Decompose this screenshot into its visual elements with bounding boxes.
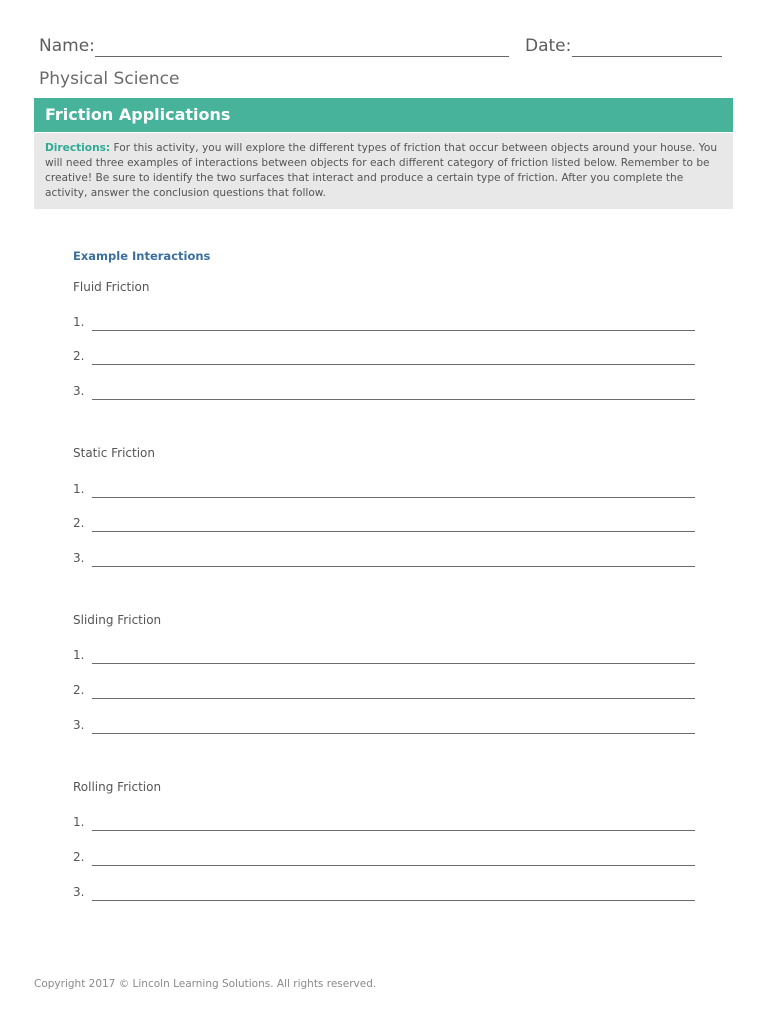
- name-field-line[interactable]: [95, 56, 509, 57]
- answer-line[interactable]: [73, 315, 695, 331]
- category-title-static: Static Friction: [73, 446, 156, 460]
- directions-box: [34, 133, 733, 209]
- directions-label: Directions:: [45, 142, 111, 154]
- answer-line[interactable]: [73, 885, 695, 901]
- copyright-footer: Copyright 2017 © Lincoln Learning Solutions. All rights reserved.: [34, 978, 377, 990]
- page-title: Friction Applications: [45, 105, 231, 124]
- section-heading: Example Interactions: [73, 249, 211, 263]
- answer-line[interactable]: [73, 718, 695, 734]
- category-title-sliding: Sliding Friction: [73, 613, 162, 627]
- answer-line[interactable]: [73, 648, 695, 664]
- answer-line[interactable]: [73, 850, 695, 866]
- answer-rule: [92, 830, 695, 831]
- answer-line[interactable]: [73, 482, 695, 498]
- answer-rule: [92, 733, 695, 734]
- answer-line[interactable]: [73, 516, 695, 532]
- answer-rule: [92, 698, 695, 699]
- answer-line[interactable]: [73, 551, 695, 567]
- header-row: [39, 36, 729, 62]
- answer-line[interactable]: [73, 815, 695, 831]
- answer-number: 2.: [73, 850, 85, 864]
- directions-text: [45, 141, 725, 201]
- answer-number: 3.: [73, 384, 85, 398]
- answer-rule: [92, 865, 695, 866]
- answer-rule: [92, 497, 695, 498]
- answer-rule: [92, 900, 695, 901]
- subject-label: Physical Science: [39, 69, 180, 89]
- answer-number: 3.: [73, 718, 85, 732]
- answer-rule: [92, 330, 695, 331]
- answer-number: 1.: [73, 815, 85, 829]
- answer-rule: [92, 663, 695, 664]
- answer-rule: [92, 364, 695, 365]
- answer-number: 1.: [73, 648, 85, 662]
- answer-number: 2.: [73, 516, 85, 530]
- date-label: Date:: [525, 36, 572, 56]
- answer-number: 2.: [73, 349, 85, 363]
- answer-number: 3.: [73, 551, 85, 565]
- answer-number: 1.: [73, 315, 85, 329]
- category-title-fluid: Fluid Friction: [73, 280, 150, 294]
- answer-line[interactable]: [73, 384, 695, 400]
- answer-rule: [92, 399, 695, 400]
- answer-number: 1.: [73, 482, 85, 496]
- answer-number: 3.: [73, 885, 85, 899]
- answer-line[interactable]: [73, 349, 695, 365]
- date-field-line[interactable]: [572, 56, 722, 57]
- name-label: Name:: [39, 36, 95, 56]
- answer-rule: [92, 531, 695, 532]
- answer-line[interactable]: [73, 683, 695, 699]
- answer-rule: [92, 566, 695, 567]
- category-title-rolling: Rolling Friction: [73, 780, 162, 794]
- title-bar: [34, 98, 733, 132]
- answer-number: 2.: [73, 683, 85, 697]
- directions-body: For this activity, you will explore the different types of friction that occur between objects around your house. You will need three examples of interactions between objects for each different category of friction listed below. Remember to be creative! Be sure to identify the two surfaces that interact and produce a certain type of friction. After you complete the activity, answer the conclusion questions that follow.: [45, 142, 718, 199]
